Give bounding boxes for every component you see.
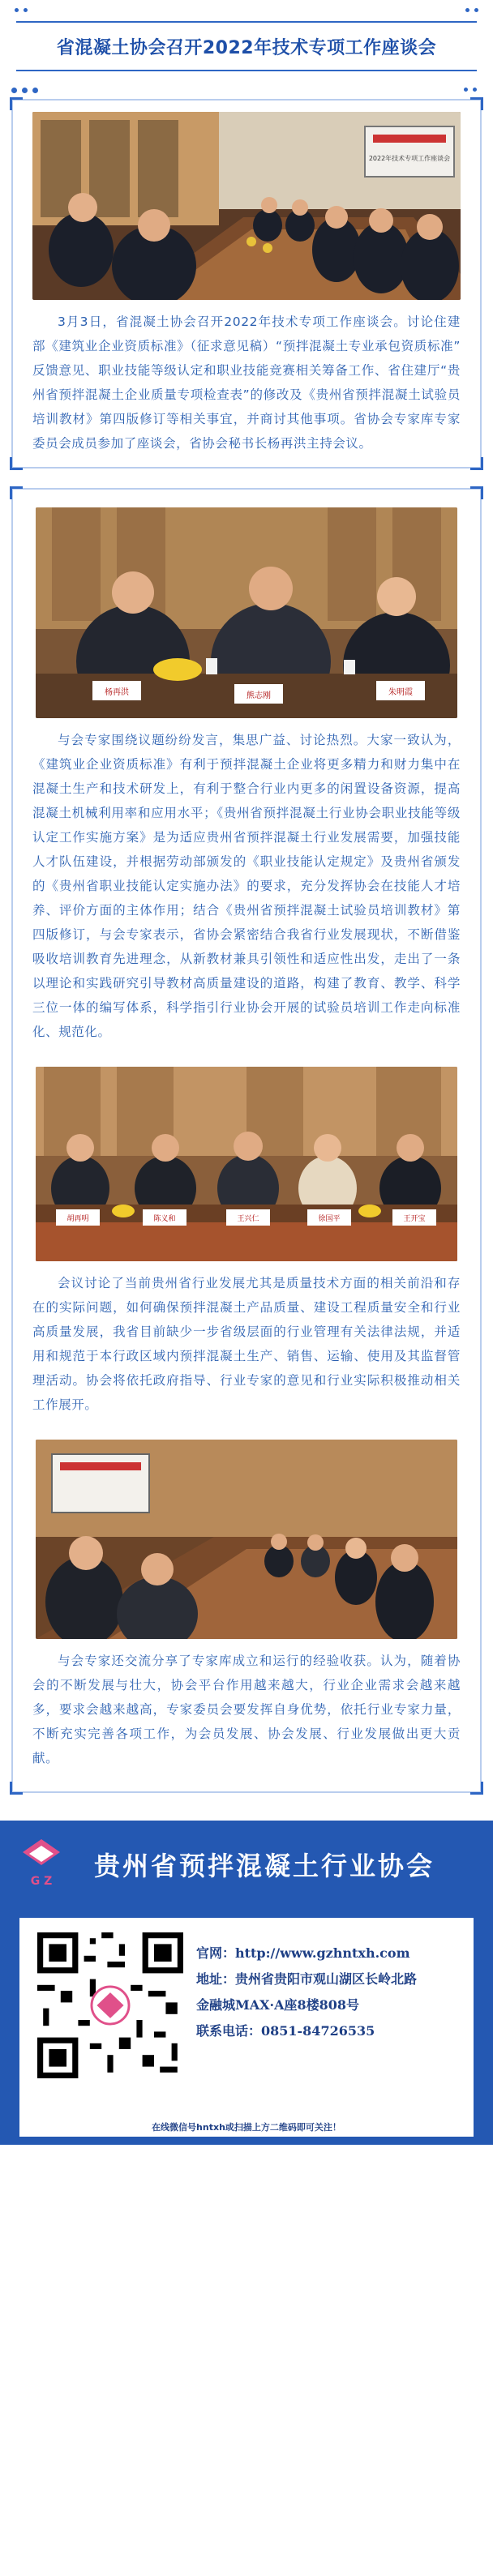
page-title: 省混凝土协会召开2022年技术专项工作座谈会 (56, 38, 437, 58)
section-2-panel (11, 488, 482, 1793)
meeting-photo-1 (32, 112, 461, 300)
contact-card (19, 1918, 474, 2116)
name-card: 徐国平 (318, 1215, 341, 1223)
name-card: 王开宝 (403, 1215, 426, 1223)
contact-lines (196, 1941, 417, 2101)
title-top-rule (16, 21, 477, 23)
meeting-photo-2 (36, 507, 457, 718)
section-4-text (13, 1639, 480, 1791)
address-line-2: 金融城MAX·A座8楼808号 (196, 1997, 360, 2013)
name-card: 陈义和 (153, 1215, 176, 1223)
phone: 联系电话：0851-84726535 (196, 2023, 375, 2039)
association-footer (0, 1821, 493, 2145)
association-logo (18, 1836, 65, 1893)
paragraph: 3月3日，省混凝土协会召开2022年技术专项工作座谈会。讨论住建部《建筑业企业资质标准》（征求意见稿）“预拌混凝土专业承包资质标准” 反馈意见、职业技能等级认定和职业技能竞赛相关筹备工作、省住建厅“贵州省预拌混凝土企业质量专项检查表”的修改及《贵州省预拌混凝土试验员培训教材》第四版修订等相关事宜，并商讨其他事项。省协会专家库专家委员会成员参加了座谈会，省协会秘书长杨再洪主持会议。 (32, 315, 461, 451)
section-1-panel (11, 99, 482, 469)
name-card: 熊志刚 (246, 691, 271, 700)
title-bar (0, 0, 493, 81)
section-3-text (13, 1261, 480, 1428)
logo-letters: G Z (30, 1875, 53, 1888)
decor-dots-top-right (465, 8, 478, 12)
qr-code[interactable] (37, 1932, 183, 2078)
title-bottom-rule (16, 70, 477, 71)
website-link[interactable]: 官网：http://www.gzhntxh.com (196, 1945, 410, 1961)
decor-dots-left (11, 88, 38, 93)
name-card: 王兴仁 (237, 1215, 259, 1223)
meeting-photo-4 (36, 1440, 457, 1639)
screen-text: 2022年技术专项工作座谈会 (368, 155, 451, 162)
name-card: 朱明霞 (388, 688, 413, 697)
section-2-text (13, 718, 480, 1055)
paragraph: 与会专家还交流分享了专家库成立和运行的经验收获。认为，随着协会的不断发展与壮大，协会平台作用越来越大，行业企业需求会越来越多，要求会越来越高，专家委员会要发挥自身优势，依托行业专家力量，不断充实完善各项工作，为会员发展、协会发展、行业发展做出更大贡献。 (32, 1654, 461, 1765)
decor-dots-top-left (15, 8, 28, 12)
paragraph: 会议讨论了当前贵州省行业发展尤其是质量技术方面的相关前沿和存在的实际问题，如何确保预拌混凝土产品质量、建设工程质量安全和行业高质量发展，我省目前缺少一步省级层面的行业管理有关法律法规，并适用和规范于本行政区域内预拌混凝土生产、销售、运输、使用及其监督管理活动。协会将依托政府指导、行业专家的意见和行业实际积极推动相关工作展开。 (32, 1276, 461, 1412)
meeting-photo-3 (36, 1067, 457, 1261)
org-name: 贵州省预拌混凝土行业协会 (94, 1851, 435, 1881)
name-card: 杨再洪 (105, 688, 129, 697)
address-line-1: 地址：贵州省贵阳市观山湖区长岭北路 (196, 1971, 418, 1987)
name-card: 胡再明 (66, 1215, 89, 1223)
paragraph: 与会专家围绕议题纷纷发言，集思广益、讨论热烈。大家一致认为，《建筑业企业资质标准》有利于预拌混凝土企业将更多精力和财力集中在混凝土生产和技术研发上，有利于整合行业内更多的闲置设备资源，提高混凝土机械利用率和应用水平；《贵州省预拌混凝土行业协会职业技能等级认定工作实施方案》是为适应贵州省预拌混凝土行业发展需要，加强技能人才队伍建设，并根据劳动部颁发的《职业技能认定规定》及贵州省颁发的《贵州省职业技能认定实施办法》的要求，充分发挥协会在技能人才培养、评价方面的主体作用；结合《贵州省预拌混凝土试验员培训教材》第四版修订，与会专家表示，省协会紧密结合我省行业发展现状，不断借鉴吸收培训教育先进理念，从新教材兼具引领性和适应性出发，走出了一条以理论和实践研究引导教材高质量建设的道路，构建了教育、教学、科学三位一体的编写体系，科学指引行业协会开展的试验员培训工作走向标准化、规范化。 (32, 733, 461, 1039)
footer-banner (0, 1821, 493, 1908)
follow-caption: 在线微信号hntxh或扫描上方二维码即可关注！ (152, 2122, 341, 2133)
section-1-text (13, 300, 480, 467)
decor-dots-right (464, 88, 477, 92)
